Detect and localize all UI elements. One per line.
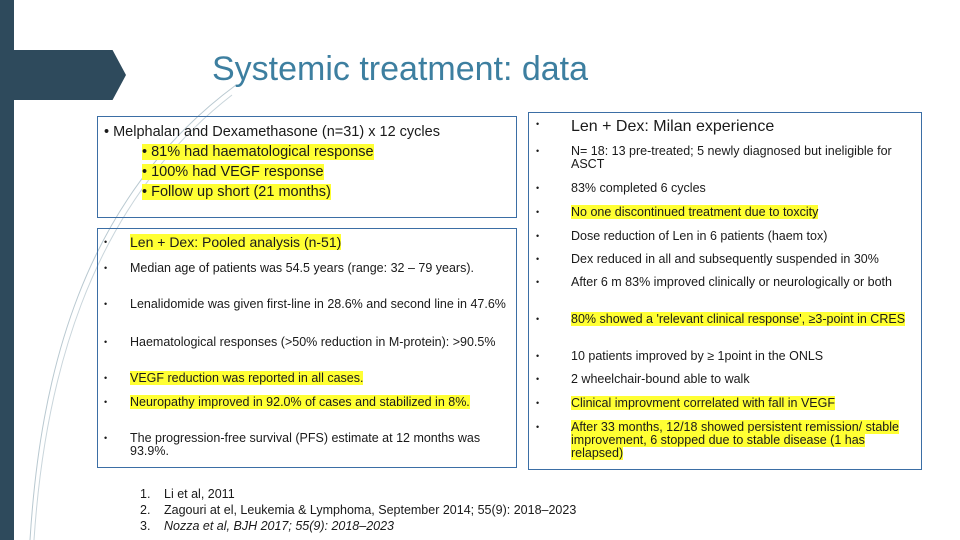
milan-heading-row: • Len + Dex: Milan experience (532, 118, 918, 136)
milan-point: 80% showed a 'relevant clinical response', ≥3-point in CRES (571, 312, 906, 326)
reference-item: 3. Nozza et al, BJH 2017; 55(9): 2018–2023 (140, 519, 395, 533)
list-item: • Median age of patients was 54.5 years (range: 32 – 79 years). (100, 262, 512, 275)
list-item: • 10 patients improved by ≥ 1point in the ONLS (532, 350, 912, 363)
list-item: • VEGF reduction was reported in all cases. (104, 371, 364, 385)
pooled-point: Median age of patients was 54.5 years (range: 32 – 79 years). (130, 261, 474, 275)
milan-point: No one discontinued treatment due to toxcity (571, 205, 819, 219)
melphalan-point: • 81% had haematological response (142, 144, 374, 160)
pooled-point: VEGF reduction was reported in all cases. (130, 371, 364, 385)
bullet: • (104, 237, 108, 247)
milan-point: After 33 months, 12/18 showed persistent remission/ stable improvement, 6 stopped due to stable disease (1 has relapsed) (571, 420, 899, 460)
milan-point: N= 18: 13 pre-treated; 5 newly diagnosed but ineligible for ASCT (571, 144, 892, 171)
milan-point: After 6 m 83% improved clinically or neurologically or both (571, 275, 892, 289)
list-item: • The progression-free survival (PFS) estimate at 12 months was 93.9%. (100, 432, 512, 458)
melphalan-point: • Follow up short (21 months) (142, 184, 331, 200)
list-item: • After 33 months, 12/18 showed persistent remission/ stable improvement, 6 stopped due to stable disease (1 has relapsed) (536, 420, 899, 460)
list-item: • Dex reduced in all and subsequently suspended in 30% (532, 253, 912, 266)
pooled-point: Neuropathy improved in 92.0% of cases and stabilized in 8%. (130, 395, 470, 409)
references-list (140, 486, 576, 534)
list-item: • No one discontinued treatment due to toxcity (536, 205, 819, 219)
list-item: • Neuropathy improved in 92.0% of cases and stabilized in 8%. (104, 395, 470, 409)
list-item: • Clinical improvment correlated with fall in VEGF (536, 396, 835, 410)
list-item: • After 6 m 83% improved clinically or neurologically or both (532, 276, 912, 289)
pooled-point: Lenalidomide was given first-line in 28.6% and second line in 47.6% (130, 297, 506, 311)
list-item: • Haematological responses (>50% reduction in M-protein): >90.5% (100, 336, 512, 349)
melphalan-point: • 100% had VEGF response (142, 164, 324, 180)
list-item: • 80% showed a 'relevant clinical response', ≥3-point in CRES (536, 312, 906, 326)
milan-point: Clinical improvment correlated with fall in VEGF (571, 396, 835, 410)
milan-heading: Len + Dex: Milan experience (571, 118, 775, 135)
pooled-point: The progression-free survival (PFS) estimate at 12 months was 93.9%. (130, 431, 481, 458)
pooled-heading-row (100, 236, 512, 249)
list-item: • 83% completed 6 cycles (532, 182, 912, 195)
pooled-point: Haematological responses (>50% reduction in M-protein): >90.5% (130, 335, 496, 349)
list-item: • Dose reduction of Len in 6 patients (haem tox) (532, 230, 912, 243)
slide-title: Systemic treatment: data (212, 50, 589, 88)
pooled-heading: Len + Dex: Pooled analysis (n-51) (130, 234, 342, 250)
list-item: • 2 wheelchair-bound able to walk (532, 373, 912, 386)
melphalan-lead: • Melphalan and Dexamethasone (n=31) x 12 cycles (104, 124, 440, 140)
milan-point: 10 patients improved by ≥ 1point in the ONLS (571, 349, 824, 363)
reference-item: 1. Li et al, 2011 (140, 487, 235, 501)
milan-point: 83% completed 6 cycles (571, 181, 706, 195)
list-item: • Lenalidomide was given first-line in 28.6% and second line in 47.6% (100, 298, 512, 311)
milan-point: Dose reduction of Len in 6 patients (haem tox) (571, 229, 828, 243)
milan-point: 2 wheelchair-bound able to walk (571, 372, 750, 386)
list-item: • N= 18: 13 pre-treated; 5 newly diagnosed but ineligible for ASCT (532, 145, 912, 171)
reference-item: 2. Zagouri at el, Leukemia & Lymphoma, September 2014; 55(9): 2018–2023 (140, 503, 577, 517)
melphalan-summary (104, 122, 440, 202)
milan-point: Dex reduced in all and subsequently suspended in 30% (571, 252, 879, 266)
